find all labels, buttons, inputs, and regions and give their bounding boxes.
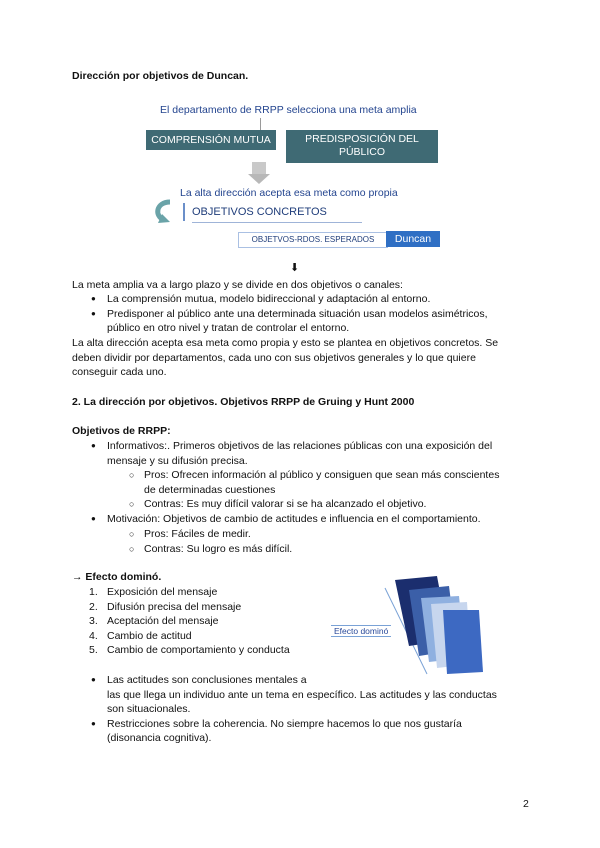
text-line: deben dividir por departamentos, cada uno con sus objetivos generales y lo que quiere: [72, 351, 476, 364]
diagram-mid-label: La alta dirección acepta esa meta como propia: [180, 187, 398, 199]
list-item: ● Restricciones sobre la coherencia. No siempre hacemos lo que nos gustaría: [107, 717, 547, 732]
bullet-list-motivacion: [107, 512, 547, 527]
list-item: [89, 629, 290, 644]
list-item: ● Las actitudes son conclusiones mentales a: [107, 673, 547, 688]
sub-list-motivacion: [144, 527, 544, 556]
list-text: Cambio de actitud: [107, 629, 192, 642]
section-heading-gruing-hunt: 2. La dirección por objetivos. Objetivos RRPP de Gruing y Hunt 2000: [72, 396, 415, 408]
list-item: [89, 643, 290, 658]
list-item-informativos: ● Informativos:. Primeros objetivos de las relaciones públicas con una exposición del: [107, 439, 547, 454]
concrete-bar: [183, 203, 185, 221]
down-arrow-icon: ⬇: [290, 262, 300, 274]
list-item-motivacion: ● Motivación: Objetivos de cambio de actitudes e influencia en el comportamiento.: [107, 512, 547, 527]
list-item: [89, 614, 290, 629]
list-number: 5.: [89, 644, 98, 657]
text-line: La alta dirección acepta esa meta como propia y esto se plantea en objetivos concretos. Se: [72, 337, 499, 349]
page-number: 2: [523, 798, 529, 810]
diagram-results-label: OBJETVOS-RDOS. ESPERADOS: [238, 232, 388, 248]
list-item: ● La comprensión mutua, modelo bidireccional y adaptación al entorno.: [107, 292, 547, 307]
list-item-contras: ○ Contras: Es muy difícil valorar si se ha alcanzado el objetivo.: [144, 497, 544, 512]
section-heading-duncan: Dirección por objetivos de Duncan.: [72, 70, 249, 82]
diagram-concrete-label: OBJETIVOS CONCRETOS: [192, 206, 327, 218]
list-text: Difusión precisa del mensaje: [107, 600, 242, 613]
bullet-list-actitudes: [107, 673, 547, 746]
list-item-contras: ○ Contras: Su logro es más difícil.: [144, 542, 544, 557]
list-item-continuation: son situacionales.: [107, 703, 191, 716]
duncan-diagram: [140, 100, 460, 250]
diagram-duncan-label: Duncan: [386, 231, 440, 247]
sub-list-informativos: [144, 468, 544, 512]
bullet-list-objetivos: [107, 439, 547, 468]
list-item-continuation: (disonancia cognitiva).: [107, 732, 212, 745]
list-item-continuation: público en otro nivel y tratan de controlar el entorno.: [107, 322, 350, 335]
list-text: Exposición del mensaje: [107, 586, 218, 598]
down-arrow-head-icon: [248, 174, 270, 184]
numbered-list-domino: [89, 585, 290, 658]
list-item: ● Predisponer al público ante una determinada situación usan modelos asimétricos,: [107, 307, 547, 322]
list-item-pros: ○ Pros: Ofrecen información al público y consiguen que sean más conscientes: [144, 468, 544, 483]
down-arrow-stem: [252, 162, 266, 174]
paragraph-meta-amplia: La meta amplia va a largo plazo y se divide en dos objetivos o canales:: [72, 279, 403, 291]
list-item-continuation: de determinadas cuestiones: [144, 483, 276, 496]
box-line-2: PÚBLICO: [338, 146, 386, 158]
list-number: 1.: [89, 586, 98, 598]
concrete-underline: [192, 222, 362, 223]
bullet-list-canales: [107, 292, 547, 336]
subheading-efecto-domino: → Efecto dominó.: [72, 571, 162, 583]
diagram-box-comprension: COMPRENSIÓN MUTUA: [146, 130, 276, 150]
diagram-box-predisposicion: [286, 130, 438, 163]
list-item: [89, 600, 290, 615]
list-number: 2.: [89, 600, 98, 613]
list-item-continuation: las que llega un individuo ante un tema en específico. Las actitudes y las conductas: [107, 688, 497, 701]
diagram-top-label: El departamento de RRPP selecciona una meta amplia: [160, 104, 417, 116]
domino-piece: [443, 610, 483, 674]
domino-graphic: [325, 568, 525, 676]
subheading-objetivos-rrpp: Objetivos de RRPP:: [72, 425, 171, 437]
list-text: Cambio de comportamiento y conducta: [107, 644, 290, 657]
text-line: conseguir cada uno.: [72, 366, 167, 379]
box-line-1: PREDISPOSICIÓN DEL: [305, 133, 419, 145]
paragraph-alta-direccion: [72, 336, 542, 380]
list-item-pros: ○ Pros: Fáciles de medir.: [144, 527, 544, 542]
list-number: 3.: [89, 615, 98, 628]
list-text: Aceptación del mensaje: [107, 615, 219, 628]
domino-label: Efecto dominó: [331, 625, 391, 637]
list-item-continuation: mensaje y su difusión precisa.: [107, 454, 248, 467]
curved-arrow-icon: [150, 198, 176, 224]
list-item: [89, 585, 290, 600]
list-number: 4.: [89, 629, 98, 642]
